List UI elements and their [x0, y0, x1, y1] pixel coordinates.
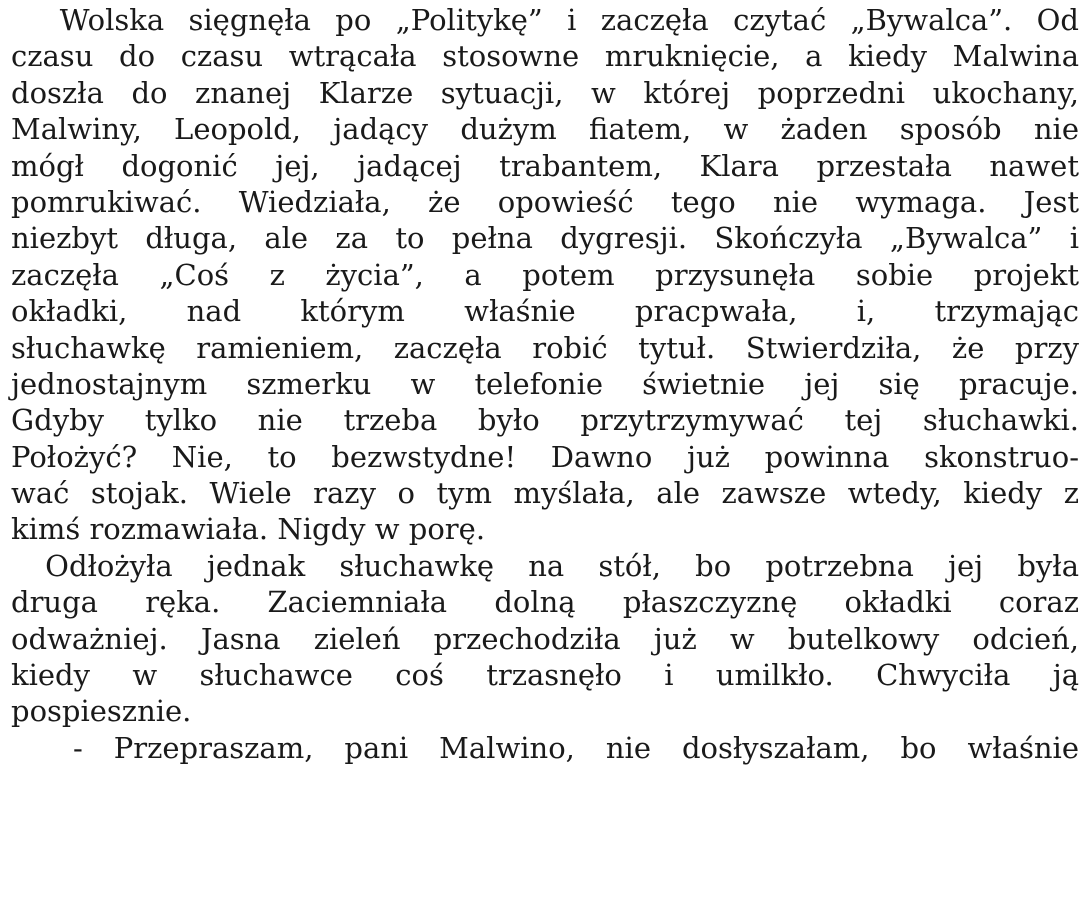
paragraph-2: [11, 548, 1079, 730]
paragraph-3: [11, 730, 1079, 766]
text-line: kimś rozmawiała. Nigdy w porę.: [11, 512, 486, 547]
text-line: pospiesznie.: [11, 694, 192, 729]
text-line: odważniej. Jasna zieleń przechodziła już w butelkowy odcień,: [11, 621, 1079, 656]
text-line: - Przepraszam, pani Malwino, nie dosłyszałam, bo właśnie: [11, 730, 1079, 765]
text-line: kiedy w słuchawce coś trzasnęło i umilkło. Chwyciła ją: [11, 658, 1079, 693]
text-line: jednostajnym szmerku w telefonie świetnie jej się pracuje.: [11, 366, 1079, 401]
text-line: okładki, nad którym właśnie pracpwała, i, trzymając: [11, 294, 1079, 329]
text-line: doszła do znanej Klarze sytuacji, w której poprzedni ukochany,: [11, 75, 1079, 110]
text-line: czasu do czasu wtrącała stosowne mruknięcie, a kiedy Malwina: [11, 39, 1079, 74]
text-line: Położyć? Nie, to bezwstydne! Dawno już powinna skonstruo-: [11, 439, 1079, 474]
text-line: zaczęła „Coś z życia”, a potem przysunęła sobie projekt: [11, 257, 1079, 292]
text-line: Malwiny, Leopold, jadący dużym fiatem, w żaden sposób nie: [11, 112, 1079, 147]
text-line: druga ręka. Zaciemniała dolną płaszczyznę okładki coraz: [11, 585, 1079, 620]
text-line: słuchawkę ramieniem, zaczęła robić tytuł. Stwierdziła, że przy: [11, 330, 1079, 365]
text-line: niezbyt długa, ale za to pełna dygresji. Skończyła „Bywalca” i: [11, 221, 1079, 256]
text-line: Gdyby tylko nie trzeba było przytrzymywać tej słuchawki.: [11, 403, 1079, 438]
text-line: Odłożyła jednak słuchawkę na stół, bo potrzebna jej była: [11, 548, 1079, 583]
text-line: pomrukiwać. Wiedziała, że opowieść tego nie wymaga. Jest: [11, 184, 1079, 219]
text-line: Wolska sięgnęła po „Politykę” i zaczęła czytać „Bywalca”. Od: [11, 3, 1079, 37]
paragraph-1: [11, 2, 1079, 548]
text-line: wać stojak. Wiele razy o tym myślała, ale zawsze wtedy, kiedy z: [11, 476, 1079, 511]
text-line: mógł dogonić jej, jadącej trabantem, Klara przestała nawet: [11, 148, 1079, 183]
